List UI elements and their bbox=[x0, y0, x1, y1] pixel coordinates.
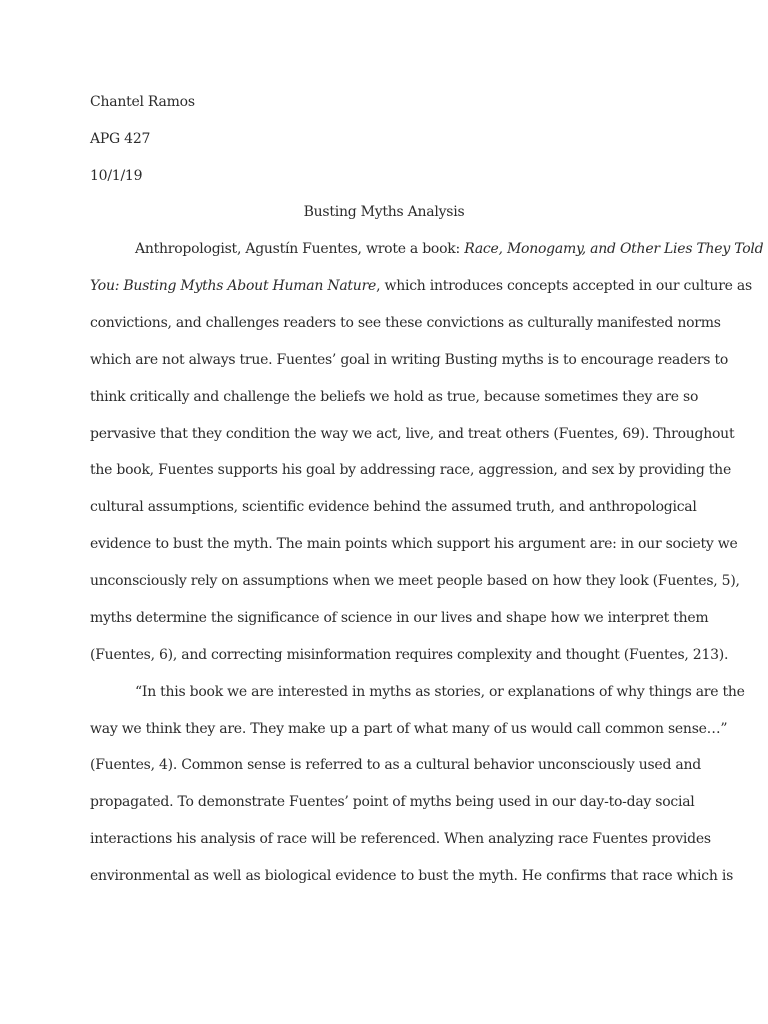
paragraph-line: unconsciously rely on assumptions when we meet people based on how they look (Fuentes, 5), bbox=[90, 573, 740, 589]
paragraph-line: convictions, and challenges readers to see these convictions as culturally manifested norms bbox=[90, 315, 721, 331]
course-code: APG 427 bbox=[90, 131, 151, 147]
paragraph-line: (Fuentes, 4). Common sense is referred to as a cultural behavior unconsciously used and bbox=[90, 757, 701, 773]
paragraph-line: the book, Fuentes supports his goal by addressing race, aggression, and sex by providing the bbox=[90, 462, 731, 478]
book-title: You: Busting Myths About Human Nature bbox=[90, 278, 377, 294]
date: 10/1/19 bbox=[90, 168, 143, 184]
paragraph-line: pervasive that they condition the way we act, live, and treat others (Fuentes, 69). Throughout bbox=[90, 426, 735, 442]
paragraph-line: environmental as well as biological evidence to bust the myth. He confirms that race which is bbox=[90, 868, 734, 884]
document-title: Busting Myths Analysis bbox=[303, 204, 465, 220]
paragraph-line: (Fuentes, 6), and correcting misinformation requires complexity and thought (Fuentes, 213). bbox=[90, 647, 729, 663]
paragraph-line: way we think they are. They make up a part of what many of us would call common sense…” bbox=[90, 721, 728, 737]
paragraph-line: interactions his analysis of race will be referenced. When analyzing race Fuentes provides bbox=[90, 831, 711, 847]
paragraph-text: , which introduces concepts accepted in our culture as bbox=[376, 278, 752, 294]
book-title: Race, Monogamy, and Other Lies They Told bbox=[464, 241, 764, 257]
paragraph-line: think critically and challenge the beliefs we hold as true, because sometimes they are so bbox=[90, 389, 699, 405]
author-name: Chantel Ramos bbox=[90, 94, 195, 110]
paragraph-line: “In this book we are interested in myths as stories, or explanations of why things are the bbox=[135, 684, 745, 700]
paragraph-line bbox=[135, 239, 763, 259]
paragraph-line: which are not always true. Fuentes’ goal in writing Busting myths is to encourage readers to bbox=[90, 352, 729, 368]
paragraph-text: Anthropologist, Agustín Fuentes, wrote a book: bbox=[135, 241, 465, 257]
paragraph-line: cultural assumptions, scientific evidence behind the assumed truth, and anthropological bbox=[90, 499, 697, 515]
paragraph-line: evidence to bust the myth. The main points which support his argument are: in our society we bbox=[90, 536, 738, 552]
paragraph-line bbox=[90, 276, 752, 296]
paragraph-line: propagated. To demonstrate Fuentes’ point of myths being used in our day-to-day social bbox=[90, 794, 695, 810]
paragraph-line: myths determine the significance of science in our lives and shape how we interpret them bbox=[90, 610, 709, 626]
